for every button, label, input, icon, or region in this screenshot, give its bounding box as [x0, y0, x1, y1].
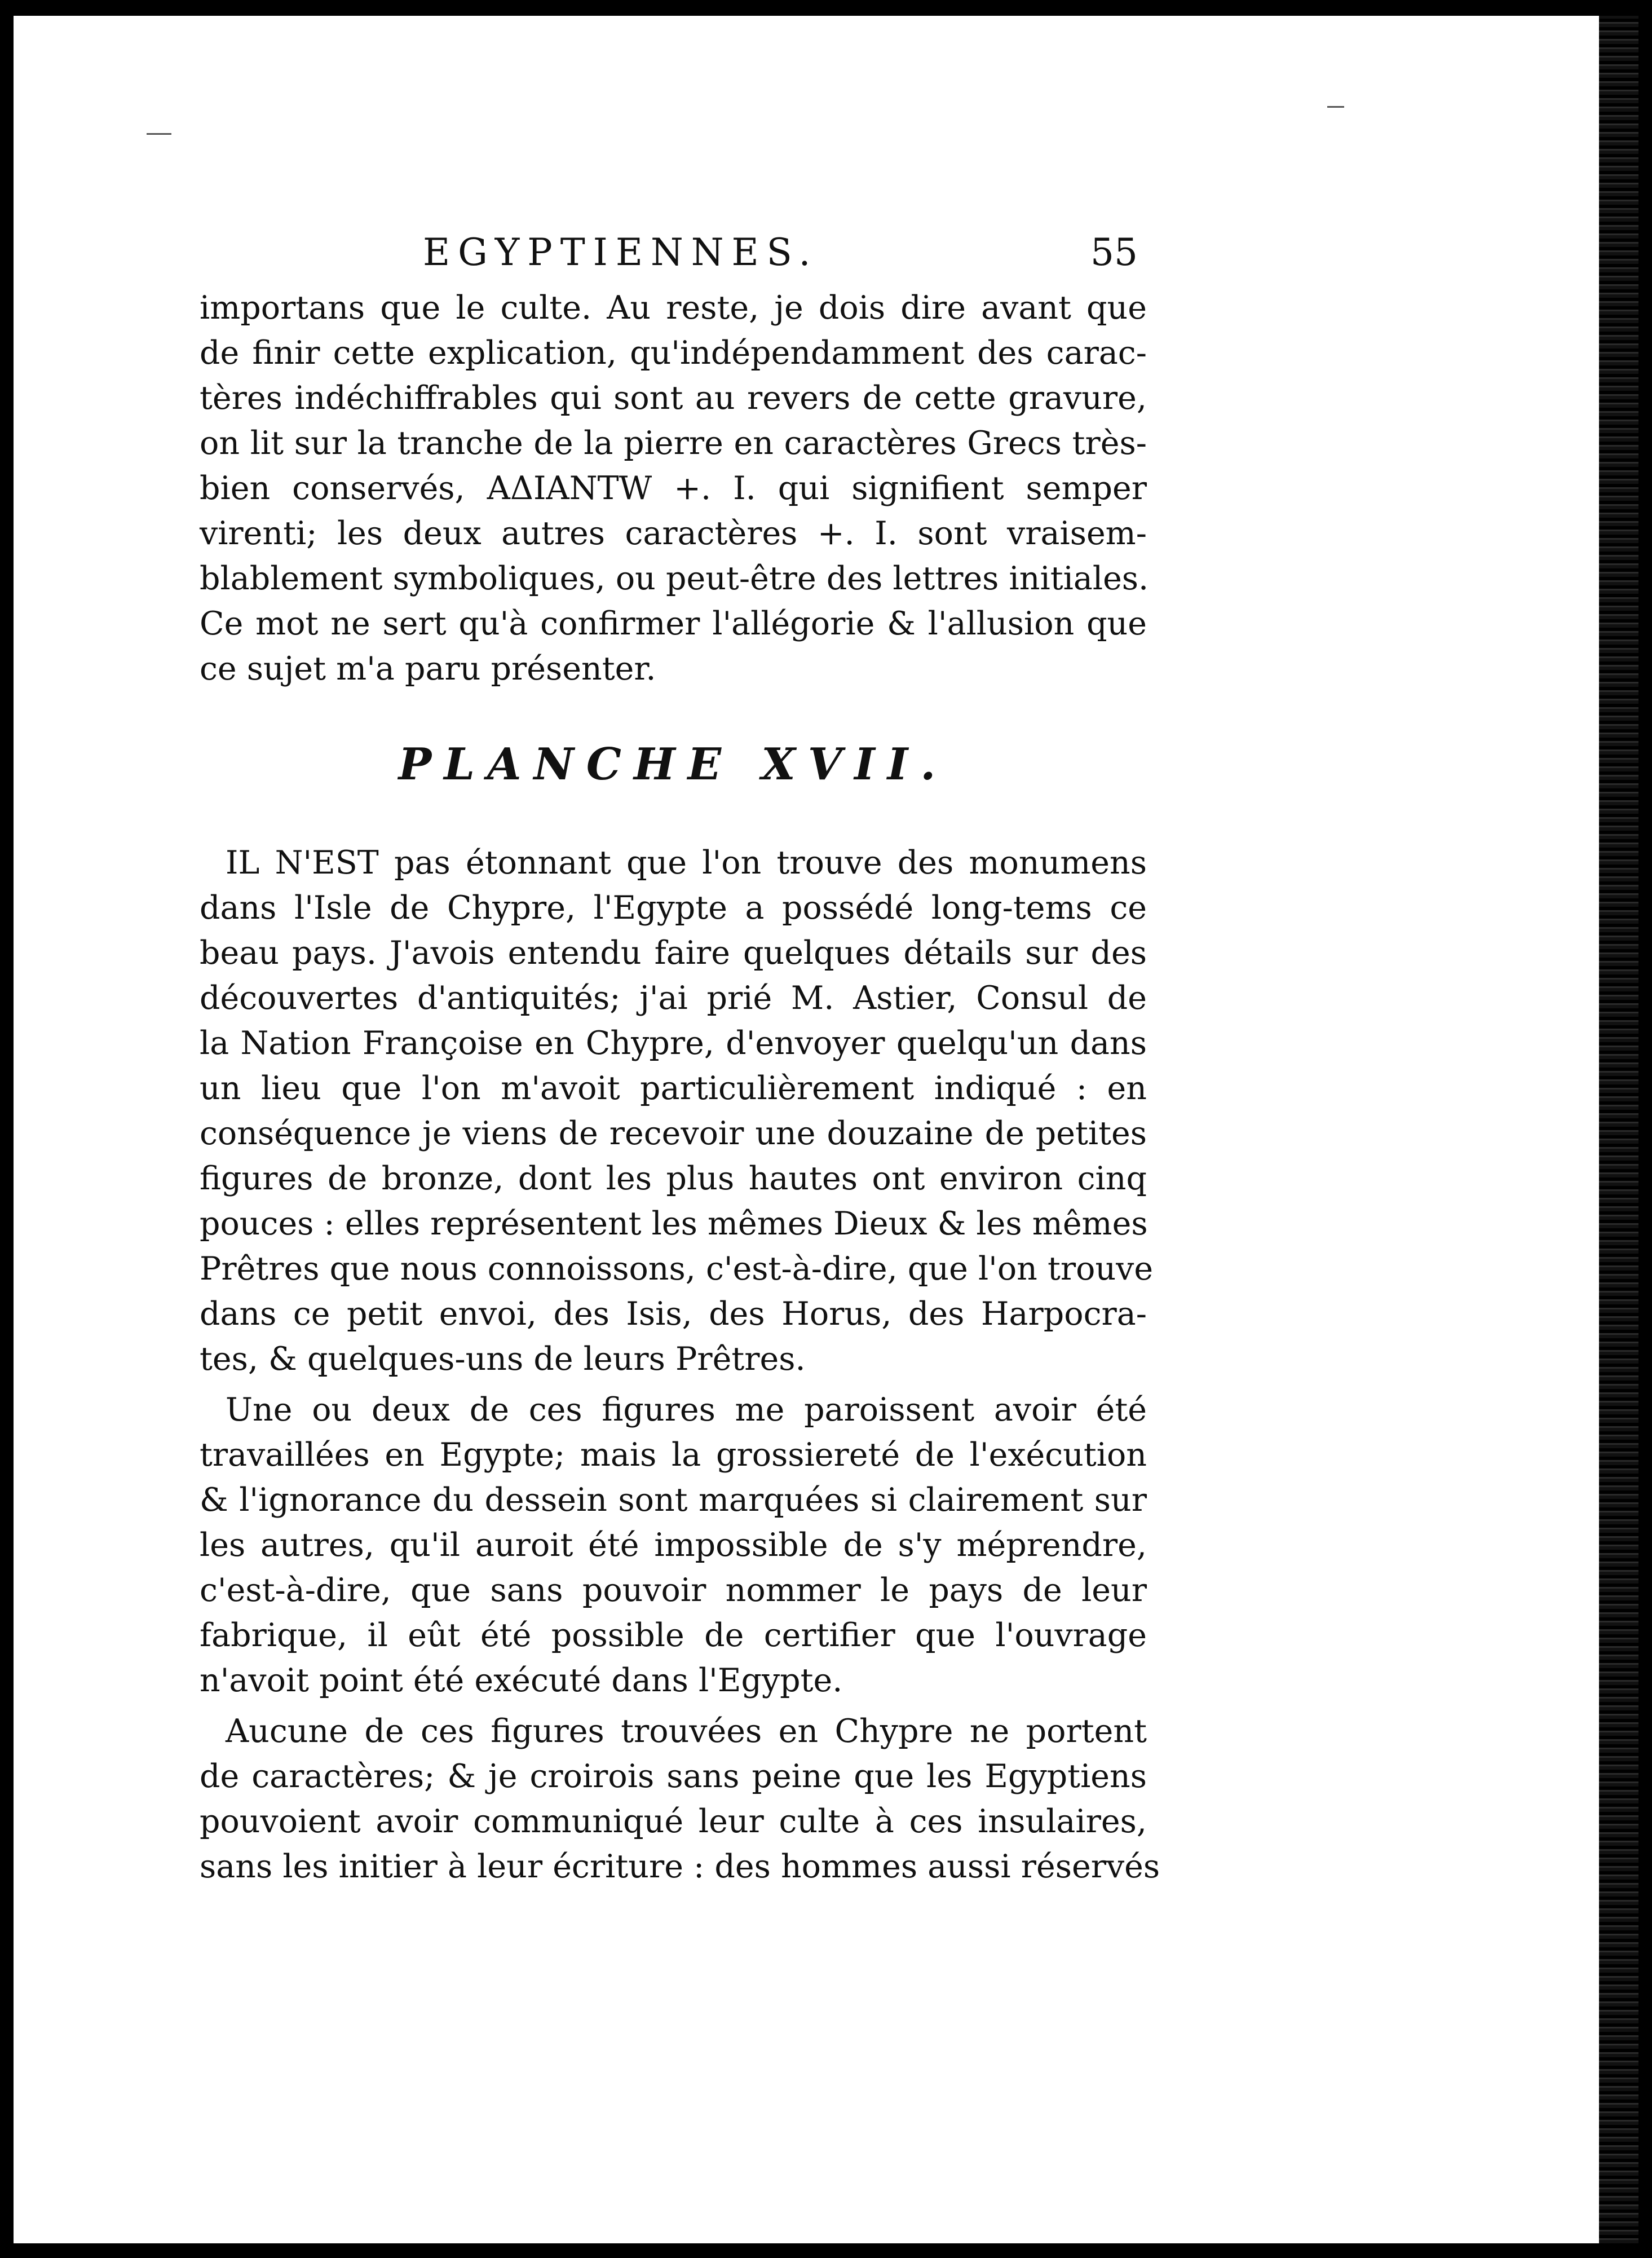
text-line: Prêtres que nous connoissons, c'est-à-dire, que l'on trouve — [200, 1250, 1154, 1287]
page-binding-edge — [1599, 16, 1638, 2243]
text-line: dans l'Isle de Chypre, l'Egypte a possédé long-tems ce — [200, 889, 1147, 927]
text-line: c'est-à-dire, que sans pouvoir nommer le pays de leur — [200, 1572, 1147, 1609]
text-line: Aucune de ces figures trouvées en Chypre ne portent — [226, 1713, 1147, 1750]
text-line: de finir cette explication, qu'indépendamment des carac- — [200, 334, 1147, 372]
text-line: Ce mot ne sert qu'à confirmer l'allégorie & l'allusion que — [200, 605, 1147, 642]
text-line: n'avoit point été exécuté dans l'Egypte. — [200, 1662, 843, 1699]
text-line: fabrique, il eût été possible de certifier que l'ouvrage — [200, 1617, 1147, 1654]
text-line: figures de bronze, dont les plus hautes ont environ cinq — [200, 1160, 1147, 1197]
page-number: 55 — [1090, 231, 1138, 274]
text-line: Une ou deux de ces figures me paroissent avoir été — [226, 1391, 1147, 1428]
text-line: ce sujet m'a paru présenter. — [200, 650, 656, 687]
paragraph-continuation — [200, 285, 1147, 691]
text-line: & l'ignorance du dessein sont marquées si clairement sur — [200, 1481, 1147, 1519]
paragraph — [200, 1709, 1160, 1889]
text-line: bien conservés, ΑΔΙΑΝΤW +. I. qui signifient semper — [200, 470, 1147, 507]
section-heading: PLANCHE XVII. — [398, 739, 948, 790]
text-line: virenti; les deux autres caractères +. I. sont vraisem- — [200, 515, 1147, 552]
text-line: pouvoient avoir communiqué leur culte à ces insulaires, — [200, 1803, 1147, 1840]
text-line: travaillées en Egypte; mais la grossiereté de l'exécution — [200, 1436, 1147, 1474]
paragraph — [200, 840, 1154, 1382]
scan-mark — [147, 133, 171, 135]
running-head — [200, 224, 1147, 285]
text-block — [200, 224, 1160, 1889]
text-line: un lieu que l'on m'avoit particulièrement indiqué : en — [200, 1070, 1147, 1107]
text-line: importans que le culte. Au reste, je dois dire avant que — [200, 289, 1147, 327]
text-line: blablement symboliques, ou peut-être des lettres initiales. — [200, 560, 1149, 597]
text-line: IL N'EST pas étonnant que l'on trouve des monumens — [226, 844, 1147, 881]
text-line: dans ce petit envoi, des Isis, des Horus, des Harpocra- — [200, 1295, 1147, 1333]
text-line: tes, & quelques-uns de leurs Prêtres. — [200, 1340, 806, 1378]
running-title: EGYPTIENNES. — [423, 231, 819, 274]
text-line: découvertes d'antiquités; j'ai prié M. Astier, Consul de — [200, 980, 1147, 1017]
text-line: pouces : elles représentent les mêmes Dieux & les mêmes — [200, 1205, 1148, 1242]
book-page — [14, 16, 1613, 2243]
text-line: on lit sur la tranche de la pierre en caractères Grecs très- — [200, 425, 1147, 462]
text-line: la Nation Françoise en Chypre, d'envoyer quelqu'un dans — [200, 1025, 1147, 1062]
paragraph — [200, 1387, 1147, 1703]
scan-mark — [1327, 106, 1344, 108]
text-line: beau pays. J'avois entendu faire quelques détails sur des — [200, 934, 1147, 972]
text-line: sans les initier à leur écriture : des hommes aussi réservés — [200, 1848, 1160, 1885]
text-line: tères indéchiffrables qui sont au revers de cette gravure, — [200, 380, 1147, 417]
text-line: de caractères; & je croirois sans peine que les Egyptiens — [200, 1758, 1147, 1795]
text-line: les autres, qu'il auroit été impossible de s'y méprendre, — [200, 1527, 1147, 1564]
text-line: conséquence je viens de recevoir une douzaine de petites — [200, 1115, 1147, 1152]
